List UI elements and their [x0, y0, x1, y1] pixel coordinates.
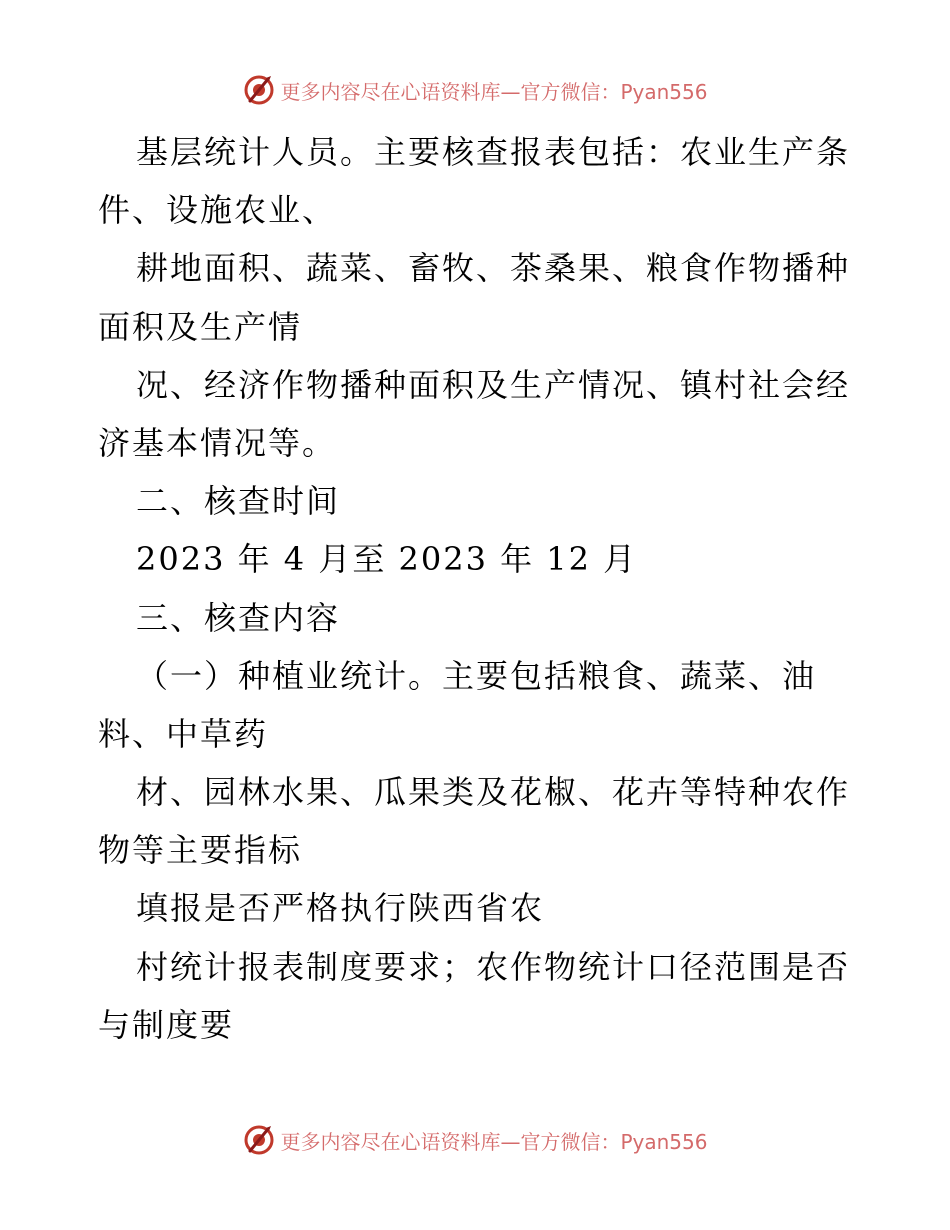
- paragraph-line: （一）种植业统计。主要包括粮食、蔬菜、油: [136, 656, 817, 695]
- paragraph-line: 物等主要指标: [98, 831, 303, 870]
- paragraph-line: 济基本情况等。: [98, 423, 337, 462]
- paragraph-line: 与制度要: [98, 1005, 235, 1044]
- paragraph-line: 村统计报表制度要求；农作物统计口径范围是否: [136, 947, 851, 986]
- watermark-text: 更多内容尽在心语资料库—官方微信：Pyan556: [280, 79, 708, 104]
- paragraph-line: 料、中草药: [98, 714, 269, 753]
- paragraph-line: 2023 年 4 月至 2023 年 12 月: [136, 540, 638, 579]
- paragraph-line: 基层统计人员。主要核查报表包括：农业生产条: [136, 133, 851, 171]
- section-heading: 三、核查内容: [136, 598, 341, 637]
- paragraph-line: 耕地面积、蔬菜、畜牧、茶桑果、粮食作物播种: [136, 249, 851, 288]
- document-body: [98, 123, 858, 1054]
- paragraph-line: 材、园林水果、瓜果类及花椒、花卉等特种农作: [136, 773, 851, 812]
- paragraph-line: 填报是否严格执行陕西省农: [136, 889, 545, 928]
- watermark-text: 更多内容尽在心语资料库—官方微信：Pyan556: [280, 1129, 708, 1154]
- section-heading: 二、核查时间: [136, 482, 341, 521]
- logo-icon: [242, 1123, 276, 1157]
- paragraph-line: 件、设施农业、: [98, 191, 337, 230]
- logo-icon: [242, 73, 276, 107]
- footer-watermark: [0, 1120, 950, 1160]
- paragraph-line: 面积及生产情: [98, 307, 303, 346]
- header-watermark: [0, 70, 950, 110]
- paragraph-line: 况、经济作物播种面积及生产情况、镇村社会经: [136, 365, 851, 404]
